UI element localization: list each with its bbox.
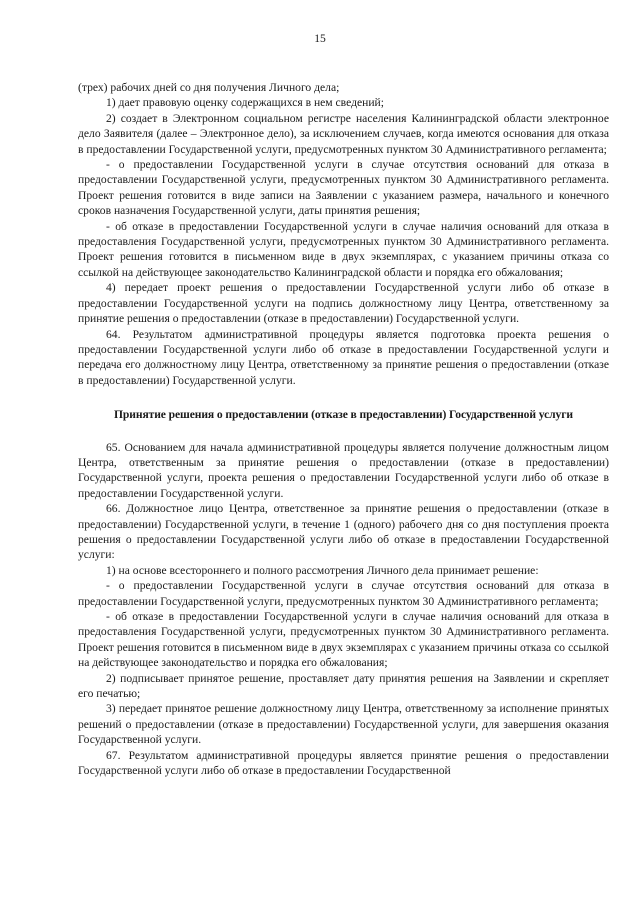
- paragraph-continuation: (трех) рабочих дней со дня получения Личного дела;: [78, 81, 340, 94]
- paragraph-66-item-1: 1) на основе всестороннего и полного рассмотрения Личного дела принимает решение:: [106, 563, 539, 577]
- paragraph-66: 66. Должностное лицо Центра, ответственное за принятие решения о предоставлении (отказе в предоставлении) Государственной услуги, в течение 1 (одного) рабочего дня со дня поступления проекта решения о предоставлении Государственной услуги либо об отказе в предоставлении Государственной услуги:: [78, 502, 609, 562]
- paragraph-66-item-2: 2) подписывает принятое решение, проставляет дату принятия решения на Заявлении и скрепляет его печатью;: [78, 671, 609, 701]
- paragraph-dash-refuse: - об отказе в предоставлении Государственной услуги в случае наличия оснований для отказа в предоставления Государственной услуги, предусмотренных пунктом 30 Административного регламента. Проект решения готовится в письменном виде в двух экземплярах, с указанием причины отказа со ссылкой на действующее законодательство Калининградской области и порядка его обжалования;: [78, 219, 609, 279]
- paragraph-66-item-3: 3) передает принятое решение должностному лицу Центра, ответственному за исполнение принятых решений о предоставлении (отказе в предоставлении) Государственной услуги, для завершения оказания Государственной услуги.: [78, 702, 609, 747]
- paragraph-item-4: 4) передает проект решения о предоставлении Государственной услуги либо об отказе в предоставлении Государственной услуги на подпись должностному лицу Центра, ответственному за принятие решения о предоставлении (отказе в предоставлении) Государственной услуги.: [78, 281, 609, 326]
- section-heading: Принятие решения о предоставлении (отказе в предоставлении) Государственной услуги: [114, 408, 573, 422]
- paragraph-67: 67. Результатом административной процедуры является принятие решения о предоставлении Государственной услуги либо об отказе в предоставлении Государственной: [78, 748, 609, 778]
- paragraph-64: 64. Результатом административной процедуры является подготовка проекта решения о предоставлении Государственной услуги либо об отказе в предоставлении Государственной услуги и передача его должностному лицу Центра, ответственному за принятие решения о предоставлении (отказе в предоставлении) Государственной услуги.: [78, 327, 609, 387]
- paragraph-item-1: 1) дает правовую оценку содержащихся в нем сведений;: [106, 96, 384, 110]
- paragraph-66-dash-refuse: - об отказе в предоставлении Государственной услуги в случае наличия оснований для отказа в предоставления Государственной услуги, предусмотренных пунктом 30 Административного регламента. Проект решения готовится в письменном виде в двух экземплярах с указанием причины отказа со ссылкой на действующее законодательство и порядка его обжалования;: [78, 610, 609, 670]
- document-body: [78, 80, 609, 778]
- page-number: 15: [314, 32, 326, 45]
- paragraph-item-2: 2) создает в Электронном социальном регистре населения Калининградской области электронное дело Заявителя (далее – Электронное дело), за исключением случаев, когда имеются основания для отказа в предоставлении Государственной услуги, предусмотренных пунктом 30 Административного регламента;: [78, 111, 609, 156]
- paragraph-65: 65. Основанием для начала административной процедуры является получение должностным лицом Центра, ответственным за принятие решения о предоставлении (отказе в предоставлении) Государственной услуги, проекта решения о предоставлении Государственной услуги либо об отказе в предоставлении Государственной услуги.: [78, 440, 609, 500]
- paragraph-dash-grant: - о предоставлении Государственной услуги в случае отсутствия оснований для отказа в предоставлении Государственной услуги, предусмотренных пунктом 30 Административного регламента. Проект решения готовится в виде записи на Заявлении с указанием размера, начального и конечного сроков назначения Государственной услуги, даты принятия решения;: [78, 158, 609, 218]
- paragraph-66-dash-grant: - о предоставлении Государственной услуги в случае отсутствия оснований для отказа в предоставлении Государственной услуги, предусмотренных пунктом 30 Административного регламента;: [78, 579, 609, 608]
